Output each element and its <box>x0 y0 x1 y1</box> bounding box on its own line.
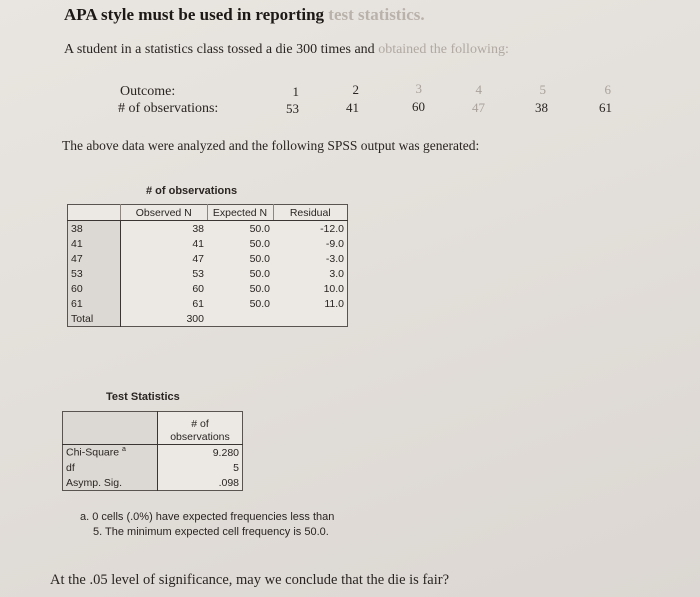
residual-cell: 3.0 <box>329 267 344 280</box>
table-row <box>68 266 348 281</box>
heading-main: APA style must be used in reporting <box>64 5 325 24</box>
test-statistics-table <box>62 411 243 491</box>
expected-cell: 50.0 <box>249 252 270 265</box>
row-label: 60 <box>68 281 121 296</box>
expected-cell: 50.0 <box>249 237 270 250</box>
table-row <box>68 281 348 296</box>
footnote-marker: a <box>122 446 126 454</box>
outcome-3: 3 <box>415 81 422 96</box>
chi-square-text: Chi-Square <box>66 446 120 459</box>
outcome-label: Outcome: <box>120 84 176 99</box>
row-label: 47 <box>68 251 121 266</box>
total-empty <box>207 311 273 327</box>
analysis-text: The above data were analyzed and the following SPSS output was generated: <box>62 138 480 153</box>
total-value: 300 <box>186 312 204 325</box>
question-text: At the .05 level of significance, may we conclude that the die is fair? <box>50 572 450 588</box>
test-header <box>158 412 243 445</box>
observed-cell: 53 <box>192 267 204 280</box>
heading <box>64 5 425 25</box>
row-label: 53 <box>68 266 121 281</box>
total-label: Total <box>68 311 121 327</box>
row-label: 38 <box>68 221 121 237</box>
expected-cell: 50.0 <box>249 267 270 280</box>
sig-label: Asymp. Sig. <box>63 475 158 491</box>
intro-text <box>64 42 509 58</box>
row-label: 61 <box>68 296 121 311</box>
residual-cell: -12.0 <box>320 222 344 235</box>
outcome-4: 4 <box>475 82 482 97</box>
footnote-line-2: 5. The minimum expected cell frequency is 50.0. <box>93 526 329 538</box>
observations-label: # of observations: <box>118 101 219 116</box>
test-stats-title: Test Statistics <box>106 391 180 403</box>
outcome-5: 5 <box>539 82 546 97</box>
outcome-1: 1 <box>292 84 299 99</box>
outcome-2: 2 <box>352 82 359 97</box>
observation-3: 60 <box>412 99 425 114</box>
freq-header-expected: Expected N <box>207 205 273 221</box>
intro-faded: obtained the following: <box>378 42 509 57</box>
observation-1: 53 <box>286 101 299 116</box>
test-header-line1: # of <box>191 418 209 430</box>
test-header-line2: observations <box>170 431 230 443</box>
freq-header-residual: Residual <box>273 205 348 221</box>
observed-cell: 38 <box>192 222 204 235</box>
observed-cell: 61 <box>192 297 204 310</box>
df-value: 5 <box>233 461 239 474</box>
observed-cell: 60 <box>192 282 204 295</box>
table-row <box>63 445 243 461</box>
df-label: df <box>63 460 158 475</box>
table-row <box>68 296 348 311</box>
observation-4: 47 <box>472 100 485 115</box>
expected-cell: 50.0 <box>249 222 270 235</box>
total-row <box>68 311 348 327</box>
test-header-blank <box>63 412 158 445</box>
residual-cell: 10.0 <box>323 282 344 295</box>
table-row <box>68 221 348 237</box>
heading-faded: test statistics. <box>328 5 425 24</box>
chi-square-label <box>63 445 158 461</box>
row-label: 41 <box>68 236 121 251</box>
freq-header-blank <box>68 205 121 221</box>
total-empty <box>273 311 348 327</box>
observation-5: 38 <box>535 100 548 115</box>
expected-cell: 50.0 <box>249 297 270 310</box>
outcome-6: 6 <box>604 82 611 97</box>
chi-square-value: 9.280 <box>212 446 239 459</box>
frequency-table <box>67 204 348 327</box>
intro-main: A student in a statistics class tossed a die 300 times and <box>64 42 375 57</box>
observation-6: 61 <box>599 100 612 115</box>
freq-header-observed: Observed N <box>121 205 208 221</box>
freq-table-title: # of observations <box>146 185 238 197</box>
observed-cell: 47 <box>192 252 204 265</box>
table-row <box>68 236 348 251</box>
table-row <box>68 251 348 266</box>
freq-header-row <box>68 205 348 221</box>
sig-value: .098 <box>218 476 239 489</box>
expected-cell: 50.0 <box>249 282 270 295</box>
test-header-row <box>63 412 243 445</box>
residual-cell: -9.0 <box>325 237 344 250</box>
footnote-line-1: a. 0 cells (.0%) have expected frequencies less than <box>80 511 335 523</box>
residual-cell: 11.0 <box>324 297 344 310</box>
observation-2: 41 <box>346 100 359 115</box>
table-row <box>63 460 243 475</box>
table-row <box>63 475 243 491</box>
residual-cell: -3.0 <box>325 252 344 265</box>
observed-cell: 41 <box>192 237 204 250</box>
